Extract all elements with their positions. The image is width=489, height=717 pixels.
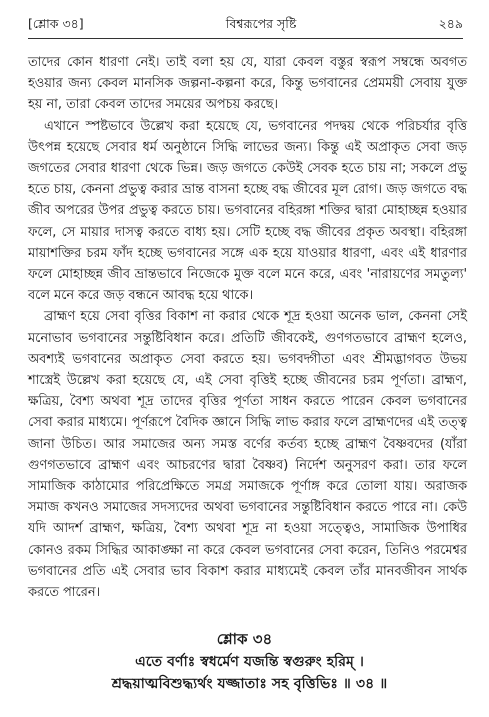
purport-text xyxy=(28,52,467,603)
verse-line: শ্রদ্ধয়াত্মবিশুদ্ধ্যর্থং যজ্জাতাঃ সহ বৃত্তিভিঃ ॥ ৩৪ ॥ xyxy=(111,676,388,692)
verse-line: এতে বর্ণাঃ স্বধর্মেণ যজন্তি স্বগুরুং হরিম্ । xyxy=(135,654,364,670)
page-header xyxy=(28,14,463,39)
page-number: ২৪৯ xyxy=(438,16,463,31)
paragraph: এখানে স্পষ্টভাবে উল্লেখ করা হয়েছে যে, ভগবানের পদদ্বয় থেকে পরিচর্যার বৃত্তি উৎপন্ন হয়েছে সেবার ধর্ম অনুষ্ঠানে সিদ্ধি লাভের জন্য। কিন্তু এই অপ্রাকৃত সেবা জড় জগতের সেবার ধারণা থেকে ভিন্ন। জড় জগতে কেউই সেবক হতে চায় না; সকলে প্রভু হতে চায়, কেননা প্রভুত্ব করার ভ্রান্ত বাসনা হচ্ছে বদ্ধ জীবের মূল রোগ। জড় জগতে বদ্ধ জীব অপরের উপর প্রভুত্ব করতে চায়। ভগবানের বহিরঙ্গা শক্তির দ্বারা মোহাচ্ছন্ন হওয়ার ফলে, সে মায়ার দাসত্ব করতে বাধ্য হয়। সেটি হচ্ছে বদ্ধ জীবের প্রকৃত অবস্থা। বহিরঙ্গা মায়াশক্তির চরম ফাঁদ হচ্ছে ভগবানের সঙ্গে এক হয়ে যাওয়ার ধারণা, এবং এই ধারণার ফলে মোহাচ্ছন্ন জীব ভ্রান্তভাবে নিজেকে মুক্ত বলে মনে করে, এবং 'নারায়ণের সমতুল্য' বলে মনে করে জড় বন্ধনে আবদ্ধ হয়ে থাকে। xyxy=(28,118,467,304)
sanskrit-verse xyxy=(40,651,459,695)
paragraph: ব্রাহ্মণ হয়ে সেবা বৃত্তির বিকাশ না করার থেকে শূদ্র হওয়া অনেক ভাল, কেননা সেই মনোভাব ভগবানের সন্তুষ্টিবিধান করে। প্রতিটি জীবকেই, গুণগতভাবে ব্রাহ্মণ হলেও, অবশ্যই ভগবানের অপ্রাকৃত সেবা করতে হয়। ভগবদ্গীতা এবং শ্রীমদ্ভাগবত উভয় শাস্ত্রেই উল্লেখ করা হয়েছে যে, এই সেবা বৃত্তিই হচ্ছে জীবনের চরম পূর্ণতা। ব্রাহ্মণ, ক্ষত্রিয়, বৈশ্য অথবা শূদ্র তাদের বৃত্তির পূর্ণতা সাধন করতে পারেন কেবল ভগবানের সেবা করার মাধ্যমে। পূর্ণরূপে বৈদিক জ্ঞানে সিদ্ধি লাভ করার ফলে ব্রাহ্মণদের এই তত্ত্ব জানা উচিত। আর সমাজের অন্য সমস্ত বর্ণের কর্তব্য হচ্ছে ব্রাহ্মণ বৈষ্ণবদের (যাঁরা গুণগতভাবে ব্রাহ্মণ এবং আচরণের দ্বারা বৈষ্ণব) নির্দেশ অনুসরণ করা। তার ফলে সামাজিক কাঠামোর পরিপ্রেক্ষিতে সমগ্র সমাজকে পূর্ণাঙ্গ করে তোলা যায়। অরাজক সমাজ কখনও সমাজের সদস্যদের অথবা ভগবানের সন্তুষ্টিবিধান করতে পারে না। কেউ যদি আদর্শ ব্রাহ্মণ, ক্ষত্রিয়, বৈশ্য অথবা শূদ্র না হওয়া সত্ত্বেও, সামাজিক উপাধির কোনও রকম সিদ্ধির আকাঙ্ক্ষা না করে কেবল ভগবানের সেবা করেন, তিনিও পরমেশ্বর ভগবানের প্রতি এই সেবার ভাব বিকাশ করার মাধ্যমেই কেবল তাঁর মানবজীবন সার্থক করতে পারেন। xyxy=(28,309,467,601)
paragraph: তাদের কোন ধারণা নেই। তাই বলা হয় যে, যারা কেবল বস্তুর স্বরূপ সম্বন্ধে অবগত হওয়ার জন্য কেবল মানসিক জল্পনা-কল্পনা করে, কিন্তু ভগবানের প্রেমময়ী সেবায় যুক্ত হয় না, তারা কেবল তাদের সময়ের অপচয় করছে। xyxy=(28,55,467,113)
chapter-title: বিশ্বরূপের সৃষ্টি xyxy=(225,16,297,31)
verse-heading: শ্লোক ৩৪ xyxy=(216,630,273,648)
verse-reference: [শ্লোক ৩৪] xyxy=(28,16,84,31)
